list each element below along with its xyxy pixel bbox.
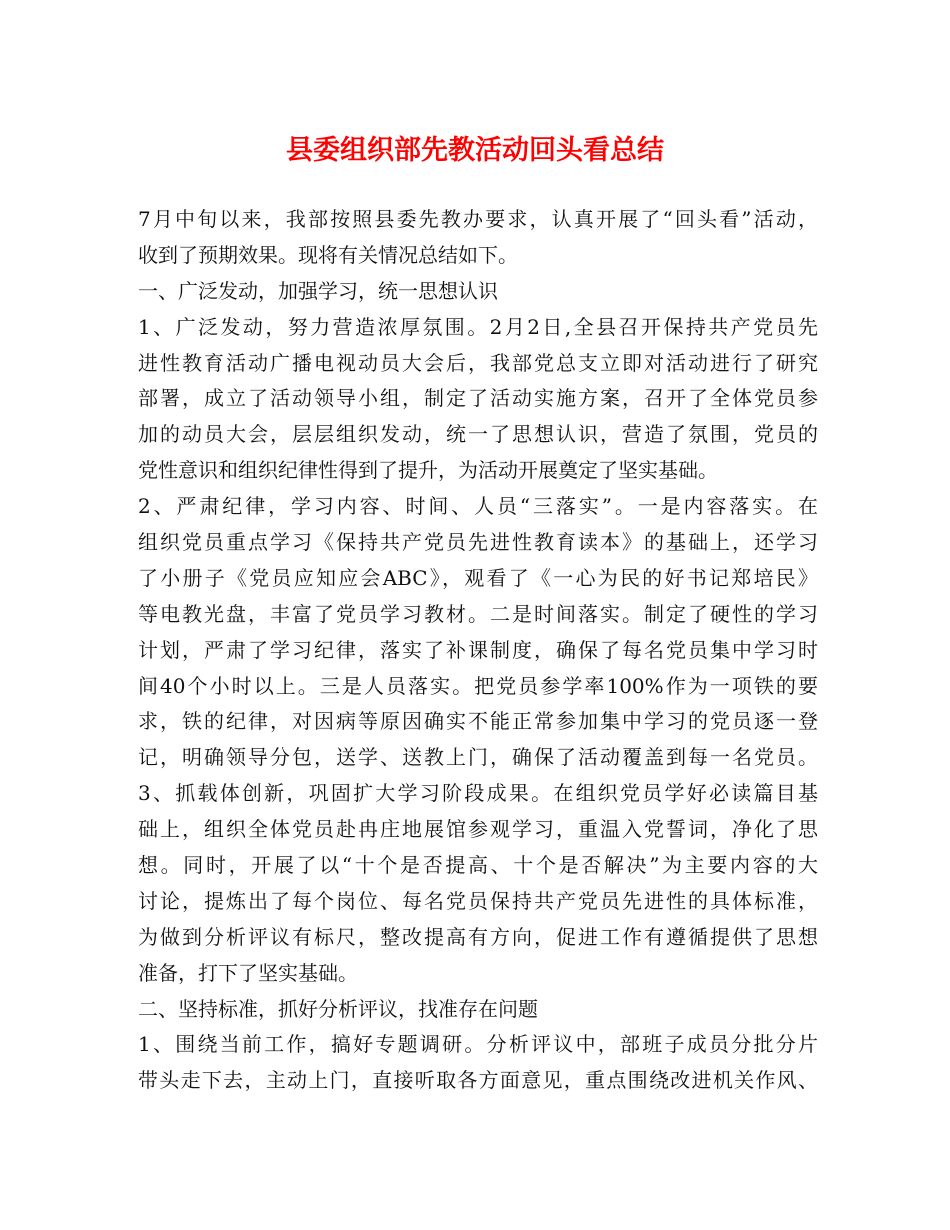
text-line: 一、广泛发动，加强学习，统一思想认识 bbox=[138, 278, 498, 303]
text-line: 2、严肃纪律，学习内容、时间、人员“三落实”。一是内容落实。在 bbox=[138, 494, 818, 519]
text-line: 为做到分析评议有标尺，整改提高有方向，促进工作有遵循提供了思想 bbox=[138, 924, 818, 949]
text-line: 组织党员重点学习《保持共产党员先进性教育读本》的基础上，还学习 bbox=[138, 530, 818, 555]
text-line: 1、围绕当前工作，搞好专题调研。分析评议中，部班子成员分批分片 bbox=[138, 1032, 818, 1057]
text-line: 等电教光盘，丰富了党员学习教材。二是时间落实。制定了硬性的学习 bbox=[138, 601, 818, 626]
text-line: 讨论，提炼出了每个岗位、每名党员保持共产党员先进性的具体标准， bbox=[138, 888, 818, 913]
text-line: 党性意识和组织纪律性得到了提升，为活动开展奠定了坚实基础。 bbox=[138, 458, 718, 483]
text-line: 二、坚持标准，抓好分析评议，找准存在问题 bbox=[138, 996, 538, 1021]
document-title: 县委组织部先教活动回头看总结 bbox=[286, 135, 664, 166]
document-body bbox=[138, 202, 818, 1099]
text-line: 准备，打下了坚实基础。 bbox=[138, 960, 358, 985]
text-line: 了小册子《党员应知应会ABC》，观看了《一心为民的好书记郑培民》 bbox=[138, 565, 818, 590]
text-line: 收到了预期效果。现将有关情况总结如下。 bbox=[138, 242, 518, 267]
text-line: 7月中旬以来，我部按照县委先教办要求，认真开展了“回头看”活动， bbox=[138, 207, 818, 231]
text-line: 部署，成立了活动领导小组，制定了活动实施方案，召开了全体党员参 bbox=[138, 386, 818, 411]
text-line: 进性教育活动广播电视动员大会后，我部党总支立即对活动进行了研究 bbox=[138, 350, 818, 375]
text-line: 间40个小时以上。三是人员落实。把党员参学率100%作为一项铁的要 bbox=[138, 673, 818, 698]
text-line: 3、抓载体创新，巩固扩大学习阶段成果。在组织党员学好必读篇目基 bbox=[138, 781, 818, 806]
text-line: 计划，严肃了学习纪律，落实了补课制度，确保了每名党员集中学习时 bbox=[138, 637, 818, 662]
text-line: 想。同时，开展了以“十个是否提高、十个是否解决”为主要内容的大 bbox=[138, 853, 818, 878]
text-line: 带头走下去，主动上门，直接听取各方面意见，重点围绕改进机关作风、 bbox=[138, 1068, 818, 1093]
text-line: 求，铁的纪律，对因病等原因确实不能正常参加集中学习的党员逐一登 bbox=[138, 709, 818, 734]
text-line: 记，明确领导分包，送学、送教上门，确保了活动覆盖到每一名党员。 bbox=[138, 745, 818, 770]
text-line: 加的动员大会，层层组织发动，统一了思想认识，营造了氛围，党员的 bbox=[138, 422, 818, 447]
text-line: 础上，组织全体党员赴冉庄地展馆参观学习，重温入党誓词，净化了思 bbox=[138, 817, 818, 842]
text-line: 1、广泛发动，努力营造浓厚氛围。2月2日,全县召开保持共产党员先 bbox=[138, 314, 818, 339]
